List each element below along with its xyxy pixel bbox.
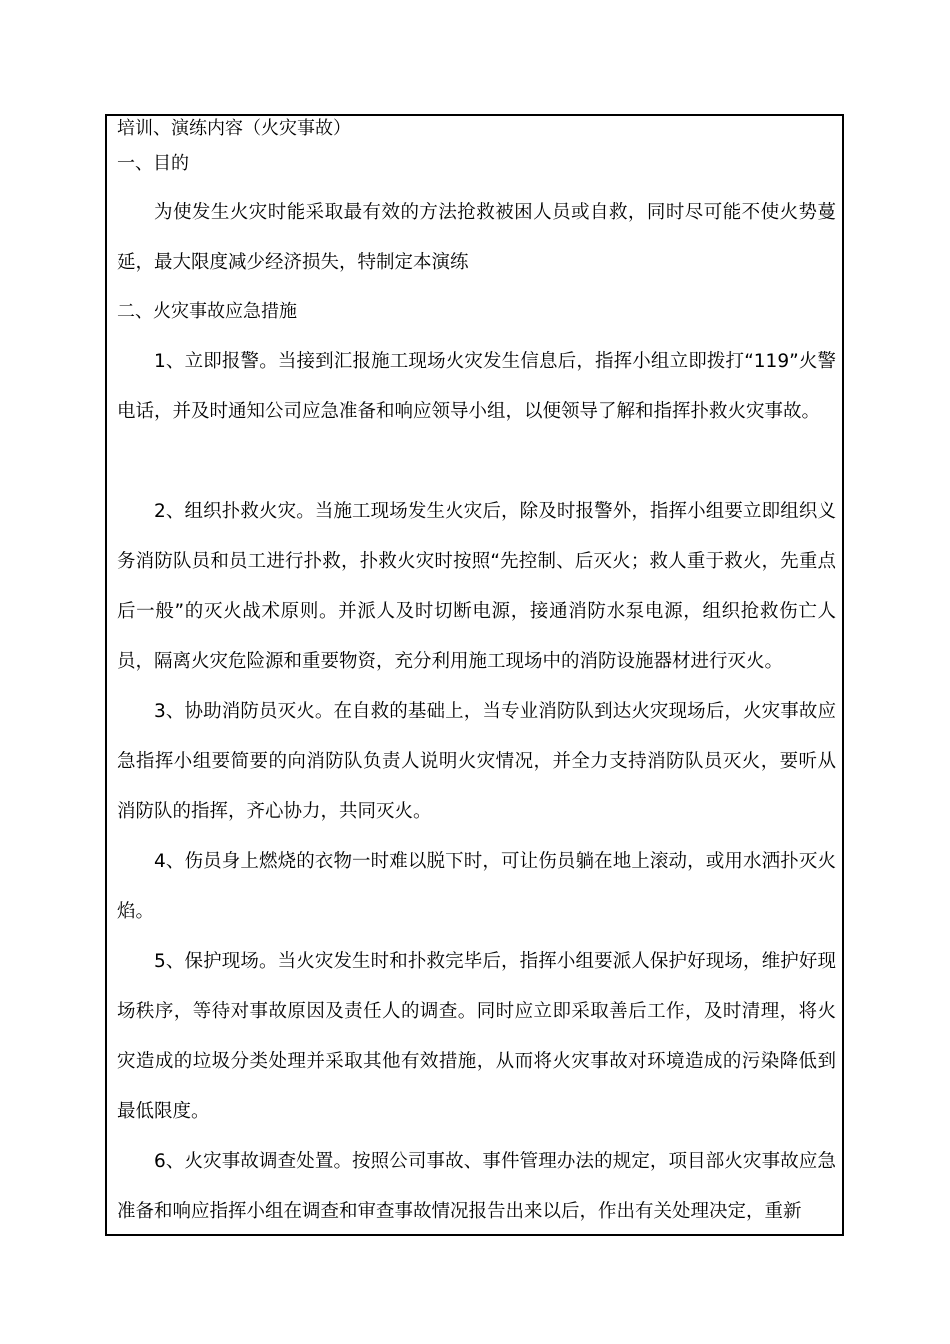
measure-paragraph-2: 2、组织扑救火灾。当施工现场发生火灾后，除及时报警外，指挥小组要立即组织义务消防队员和员工进行扑救，扑救火灾时按照“先控制、后灭火；救人重于救火，先重点后一般”的灭火战术原则。并派人及时切断电源，接通消防水泵电源，组织抢救伤亡人员，隔离火灾危险源和重要物资，充分利用施工现场中的消防设施器材进行灭火。 — [117, 501, 836, 672]
measure-paragraph-6: 6、火灾事故调查处置。按照公司事故、事件管理办法的规定，项目部火灾事故应急准备和响应指挥小组在调查和审查事故情况报告出来以后，作出有关处理决定，重新 — [117, 1151, 836, 1222]
measure-paragraph-3: 3、协助消防员灭火。在自救的基础上，当专业消防队到达火灾现场后，火灾事故应急指挥小组要简要的向消防队负责人说明火灾情况，并全力支持消防队员灭火，要听从消防队的指挥，齐心协力，共同灭火。 — [117, 701, 836, 822]
measure-paragraph-5: 5、保护现场。当火灾发生时和扑救完毕后，指挥小组要派人保护好现场，维护好现场秩序，等待对事故原因及责任人的调查。同时应立即采取善后工作，及时清理，将火灾造成的垃圾分类处理并采取其他有效措施，从而将火灾事故对环境造成的污染降低到最低限度。 — [117, 951, 836, 1122]
measure-paragraph-1: 1、立即报警。当接到汇报施工现场火灾发生信息后，指挥小组立即拨打“119”火警电话，并及时通知公司应急准备和响应领导小组，以便领导了解和指挥扑救火灾事故。 — [117, 351, 836, 422]
content-box — [105, 114, 844, 1236]
purpose-paragraph: 为使发生火灾时能采取最有效的方法抢救被困人员或自救，同时尽可能不使火势蔓延，最大限度减少经济损失，特制定本演练 — [117, 202, 836, 273]
section-heading-measures: 二、火灾事故应急措施 — [117, 301, 297, 322]
document-title: 培训、演练内容（火灾事故） — [117, 118, 351, 139]
measure-paragraph-4: 4、伤员身上燃烧的衣物一时难以脱下时，可让伤员躺在地上滚动，或用水洒扑灭火焰。 — [117, 851, 836, 922]
section-heading-purpose: 一、目的 — [117, 153, 189, 174]
